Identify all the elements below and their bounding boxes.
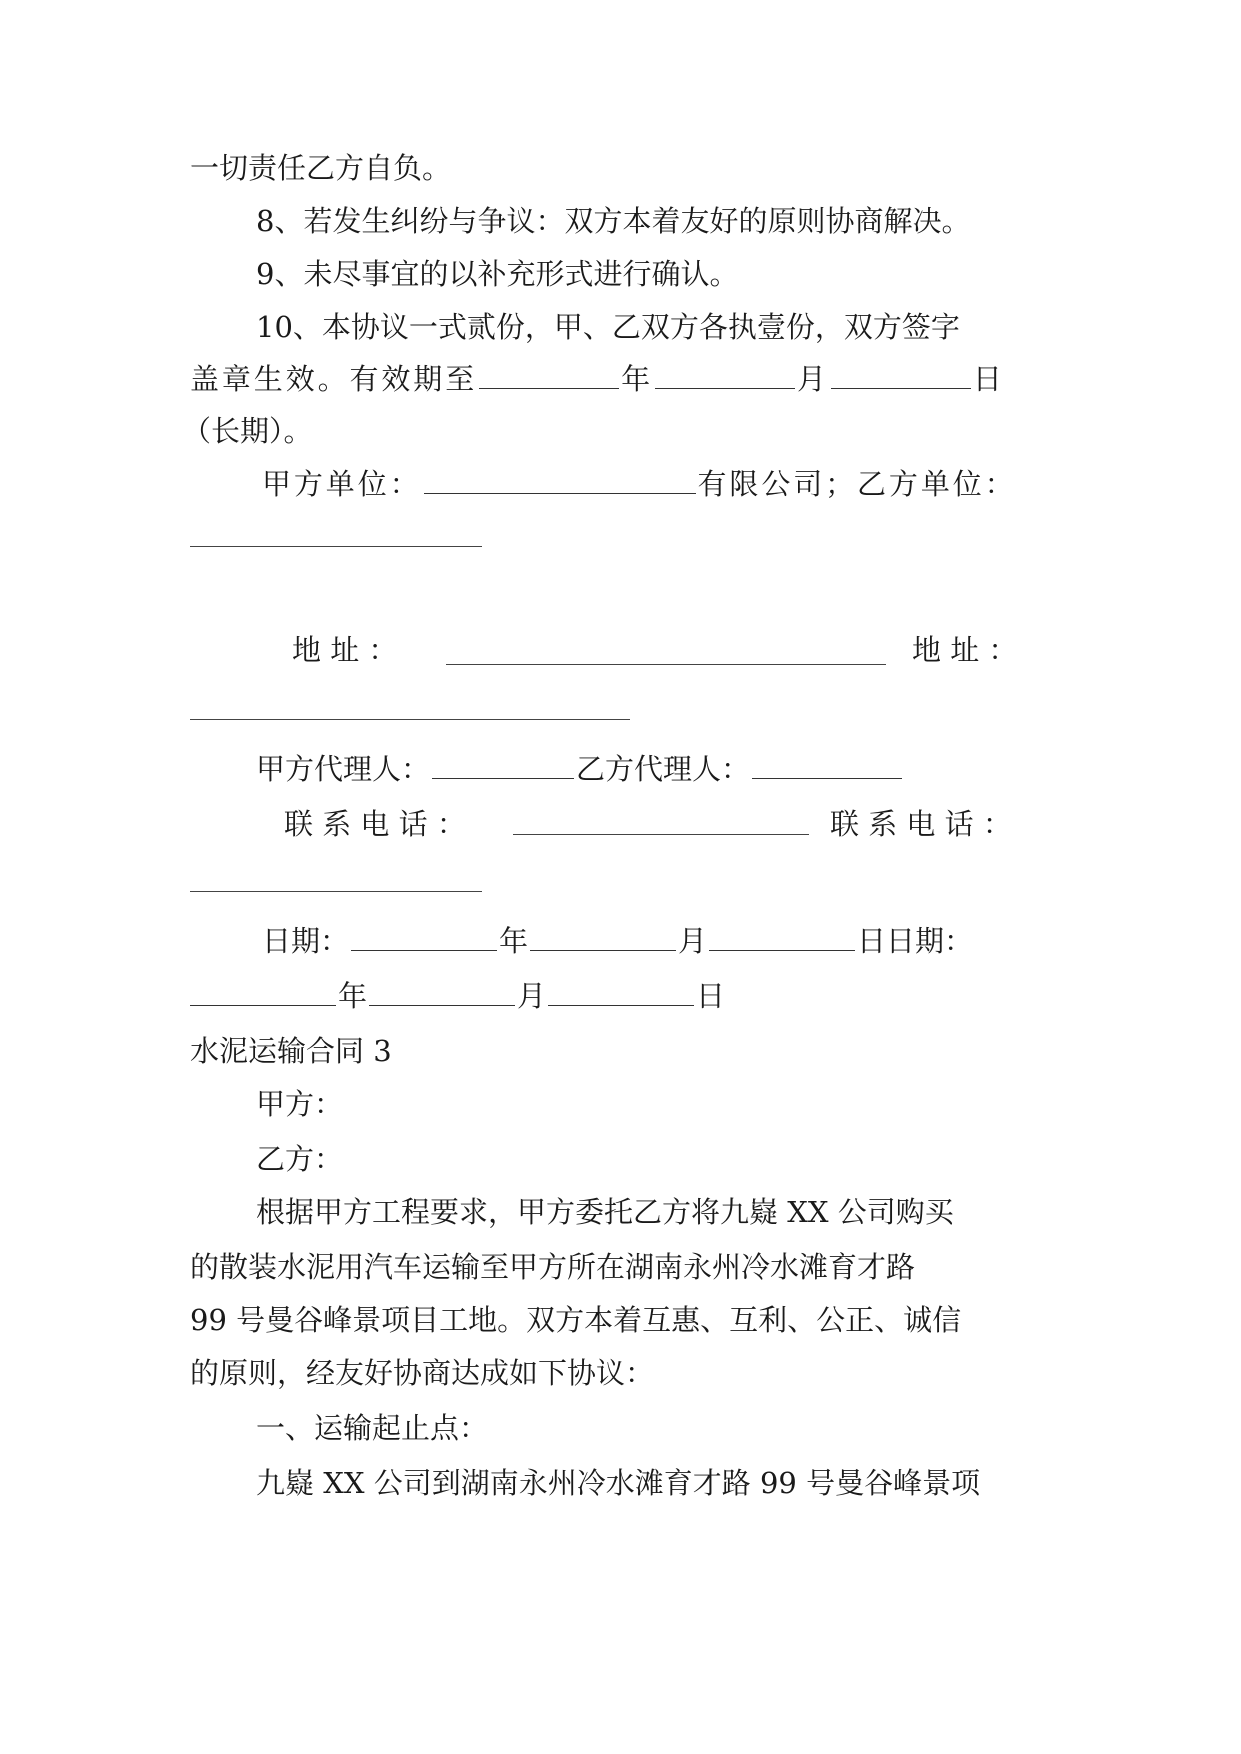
section-heading-1: 一、运输起止点： bbox=[256, 1411, 489, 1445]
body-paragraph-line2: 的散装水泥用汽车运输至甲方所在湖南永州冷水滩育才路 bbox=[190, 1250, 916, 1284]
date-b-month-label: 月 bbox=[517, 979, 547, 1013]
year-blank bbox=[479, 362, 619, 389]
clause-10-line2 bbox=[190, 361, 1005, 397]
clause-9: 9、未尽事宜的以补充形式进行确认。 bbox=[256, 257, 739, 291]
month-blank bbox=[655, 362, 795, 389]
address-a-blank bbox=[446, 664, 886, 665]
section-1-body: 九嶷 XX 公司到湖南永州冷水滩育才路 99 号曼谷峰景项 bbox=[256, 1466, 981, 1500]
phone-b-label: 联 系 电 话 ： bbox=[830, 807, 1012, 841]
date-a-year-blank bbox=[351, 924, 497, 951]
date-b-year-label: 年 bbox=[338, 979, 368, 1013]
clause-10-line1: 10、本协议一式贰份，甲、乙双方各执壹份，双方签字 bbox=[256, 310, 960, 344]
date-a-month-blank bbox=[530, 924, 676, 951]
clause-8: 8、若发生纠纷与争议：双方本着友好的原则协商解决。 bbox=[256, 204, 971, 238]
month-label: 月 bbox=[797, 362, 829, 396]
date-line-2 bbox=[190, 978, 725, 1014]
day-blank bbox=[831, 362, 971, 389]
date-b-label: 日日期： bbox=[857, 924, 974, 958]
contract-title: 水泥运输合同 3 bbox=[190, 1034, 392, 1068]
address-a-label: 地 址 ： bbox=[292, 633, 398, 667]
day-label: 日 bbox=[972, 362, 1005, 396]
body-paragraph-line3: 99 号曼谷峰景项目工地。双方本着互惠、互利、公正、诚信 bbox=[190, 1303, 962, 1337]
party-a-unit-label: 甲方单位： bbox=[262, 467, 422, 501]
date-a-label: 日期： bbox=[262, 924, 350, 958]
validity-text: 盖章生效。有效期至 bbox=[190, 362, 478, 396]
phone-b-blank bbox=[190, 891, 482, 892]
party-a-line: 甲方： bbox=[256, 1087, 344, 1121]
address-b-label: 地 址 ： bbox=[912, 633, 1018, 667]
paragraph-liability: 一切责任乙方自负。 bbox=[190, 151, 452, 185]
phone-a-label: 联 系 电 话 ： bbox=[284, 807, 466, 841]
year-label: 年 bbox=[621, 362, 654, 396]
date-a-year-label: 年 bbox=[499, 924, 529, 958]
body-paragraph-line4: 的原则，经友好协商达成如下协议： bbox=[190, 1356, 655, 1390]
date-b-month-blank bbox=[369, 979, 515, 1006]
party-b-agent-blank bbox=[752, 752, 902, 779]
date-b-day-label: 日 bbox=[696, 979, 726, 1013]
address-b-blank bbox=[190, 719, 630, 720]
phone-a-blank bbox=[513, 834, 809, 835]
party-a-unit-blank bbox=[424, 467, 696, 494]
party-b-agent-label: 乙方代理人： bbox=[576, 752, 751, 786]
agents-line bbox=[256, 751, 904, 787]
party-a-agent-label: 甲方代理人： bbox=[256, 752, 431, 786]
date-a-day-blank bbox=[709, 924, 855, 951]
party-b-line: 乙方： bbox=[256, 1142, 344, 1176]
party-units-line bbox=[262, 466, 1017, 502]
party-b-unit-blank bbox=[190, 546, 482, 547]
date-b-year-blank bbox=[190, 979, 336, 1006]
body-paragraph-line1: 根据甲方工程要求，甲方委托乙方将九嶷 XX 公司购买 bbox=[256, 1195, 954, 1229]
party-a-agent-blank bbox=[432, 752, 574, 779]
long-term-note: （长期）。 bbox=[182, 414, 313, 448]
date-a-month-label: 月 bbox=[678, 924, 708, 958]
date-line-1 bbox=[262, 923, 973, 959]
date-b-day-blank bbox=[548, 979, 694, 1006]
company-suffix-label: 有限公司；乙方单位： bbox=[697, 467, 1017, 501]
